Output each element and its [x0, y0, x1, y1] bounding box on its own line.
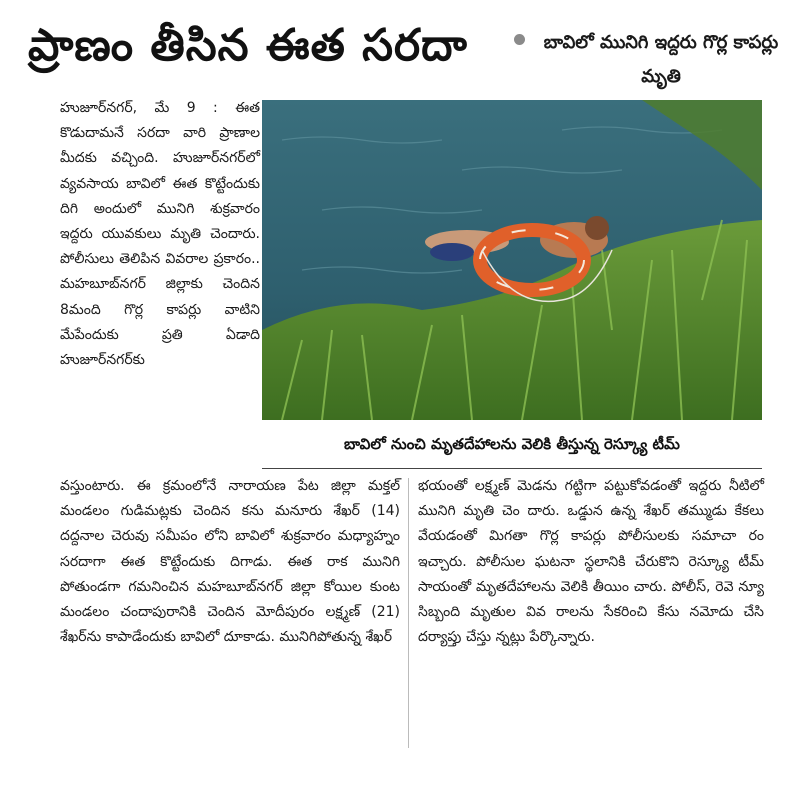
article-paragraph: [60, 96, 260, 373]
article-column-left-bottom: [60, 474, 400, 650]
headline: ప్రాణం తీసిన ఈత సరదా: [28, 20, 468, 71]
rescue-photo-image: [262, 100, 762, 420]
news-photo: [262, 100, 762, 420]
bullet-icon: [514, 34, 525, 45]
article-column-right: [418, 474, 764, 650]
paragraph-continued: వస్తుంటారు. ఈ క్రమంలోనే నారాయణ పేట జిల్లా మక్తల్ మండలం గుడిమట్లకు చెందిన కను మనూరు శేఖర్ (14) దద్దనాల చెరువు సమీపం లోని బావిలో శుక్రవారం మధ్యాహ్నం సరదాగా ఈత కొట్టేందుకు దిగాడు. ఈత రాక మునిగి పోతుండగా గమనించిన మహబూబ్‌నగర్ జిల్లా కోయిల కుంట మండలం చందాపురానికి చెందిన మోదీపురం లక్ష్మణ్ (21) శేఖర్‌ను కాపాడేందుకు బావిలో దూకాడు. మునిగిపోతున్న శేఖర్: [60, 478, 400, 646]
column-divider: [408, 478, 409, 748]
paragraph-intro: ఈత కొడుదామనే సరదా వారి ప్రాణాల మీదకు వచ్చింది. హుజూర్‌నగర్‌లో వ్యవసాయ బావిలో ఈత కొట్టేందుకు దిగి అందులో మునిగి శుక్రవారం ఇద్దరు యువకులు మృతి చెందారు. పోలీసులు తెలిపిన వివరాల ప్రకారం.. మహబూబ్‌నగర్ జిల్లాకు చెందిన 8మంది గొర్ల కాపర్లు వాటిని మేపేందుకు ప్రతి ఏడాది హుజూర్‌నగర్‌కు: [60, 100, 260, 369]
dateline: హుజూర్‌నగర్, మే 9 :: [60, 100, 218, 116]
subheadline: బావిలో మునిగి ఇద్దరు గొర్ల కాపర్లు మృతి: [543, 32, 779, 87]
photo-caption: బావిలో నుంచి మృతదేహాలను వెలికి తీస్తున్న రెస్క్యూ టీమ్: [262, 424, 762, 469]
article-column-left-top: [60, 96, 260, 373]
paragraph-conclusion: భయంతో లక్ష్మణ్ మెడను గట్టిగా పట్టుకోవడంతో ఇద్దరు నీటిలో మునిగి మృతి చెం దారు. ఒడ్డున ఉన్న శేఖర్ తమ్ముడు కేకలు వేయడంతో మిగతా గొర్ల కాపర్లు పోలీసులకు సమాచా రం ఇచ్చారు. పోలీసుల ఘటనా స్థలానికి చేరుకొని రెస్క్యూ టీమ్ సాయంతో మృతదేహాలను వెలికి తీయిం చారు. పోలీస్, రెవె న్యూ సిబ్బంది మృతుల వివ రాలను సేకరించి కేసు నమోదు చేసి దర్యాప్తు చేస్తు న్నట్లు పేర్కొన్నారు.: [418, 478, 764, 646]
